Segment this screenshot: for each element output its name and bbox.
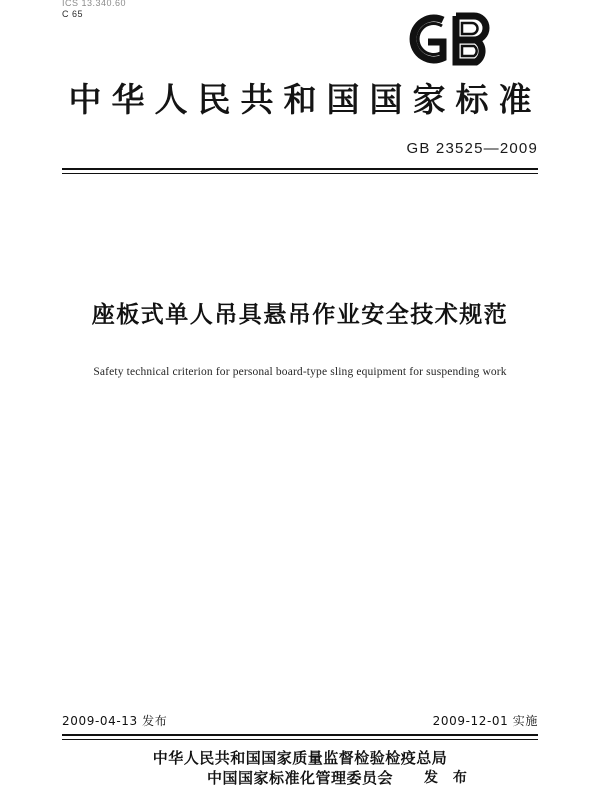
publisher-block (0, 748, 600, 788)
header-rule-thin (62, 173, 538, 174)
publisher-line-2: 中国国家标准化管理委员会 (206, 769, 393, 787)
standard-number: GB 23525—2009 (406, 140, 538, 157)
document-title-english: Safety technical criterion for personal board-type sling equipment for suspending work (93, 366, 507, 378)
footer-rule-thick (62, 734, 538, 736)
classification-codes (62, 0, 126, 20)
dates-row (62, 712, 538, 729)
publisher-line-1: 中华人民共和国国家质量监督检验检疫总局 (152, 749, 448, 767)
header-rule-thick (62, 168, 538, 170)
publisher-action-label: 发 布 (424, 770, 472, 786)
standard-series-title: 中华人民共和国国家标准 (68, 80, 542, 119)
ics-code: ICS 13.340.60 (62, 0, 127, 8)
gb-emblem-icon (398, 8, 502, 70)
issue-date: 2009-04-13 发布 (62, 714, 168, 728)
implementation-date: 2009-12-01 实施 (432, 714, 538, 728)
document-title-chinese: 座板式单人吊具悬吊作业安全技术规范 (91, 302, 509, 328)
footer-rule-thin (62, 739, 538, 740)
ccs-code: C 65 (62, 9, 84, 19)
